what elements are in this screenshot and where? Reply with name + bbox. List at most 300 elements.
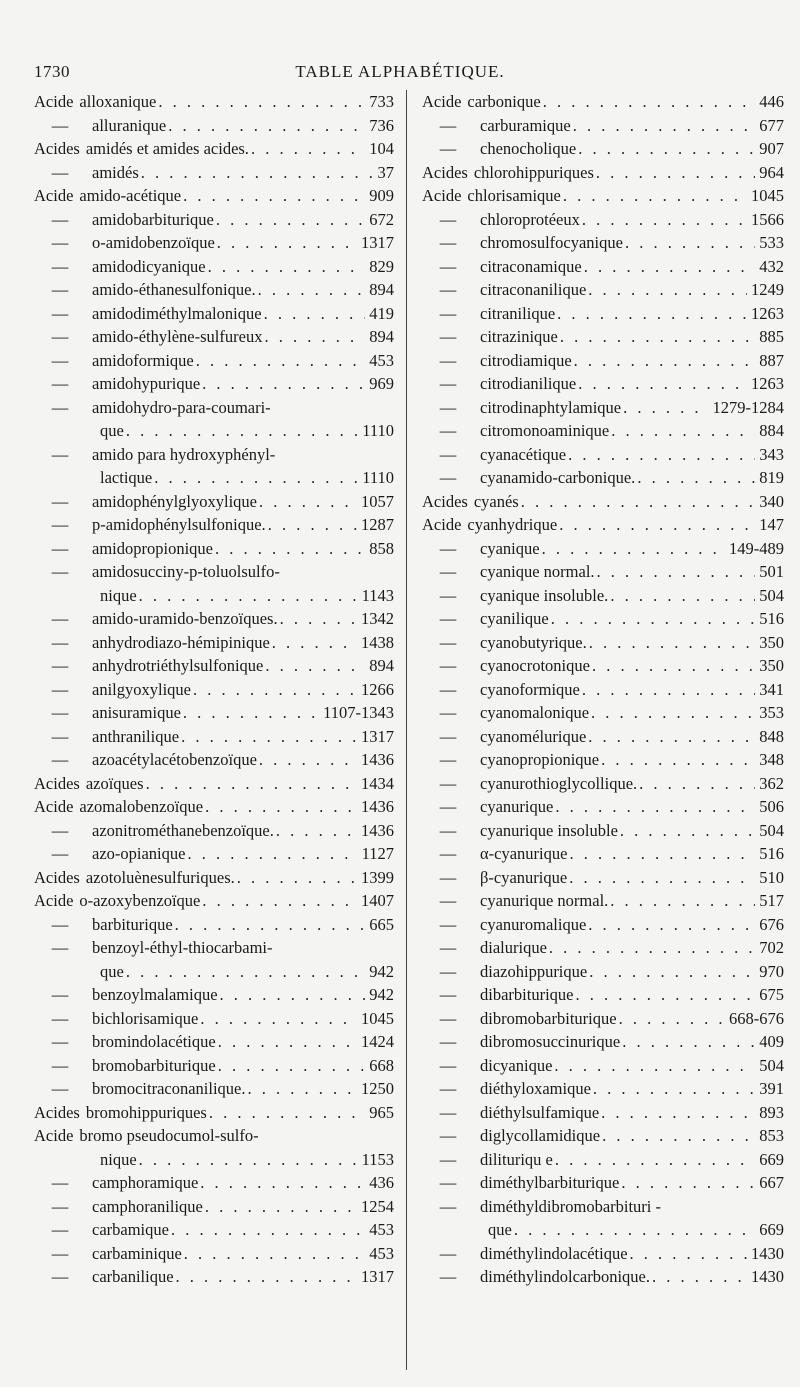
dot-leader — [206, 255, 366, 279]
entry-head: — — [439, 1267, 457, 1286]
entry-head: Acide — [34, 92, 74, 111]
dot-leader — [541, 90, 756, 114]
entry-term: diglycollamidique — [480, 1126, 601, 1145]
dot-leader — [599, 748, 755, 772]
index-entry — [34, 678, 394, 702]
index-entry — [422, 1148, 784, 1172]
index-entry — [422, 631, 784, 655]
entry-pages: 517 — [759, 891, 784, 910]
dot-leader — [512, 1218, 755, 1242]
entry-pages: 942 — [369, 961, 394, 981]
dot-leader — [278, 607, 357, 631]
index-entry — [34, 1077, 394, 1101]
entry-head: — — [439, 1008, 457, 1028]
dot-leader — [139, 161, 374, 185]
entry-head: — — [439, 1173, 457, 1192]
index-entry — [422, 1124, 784, 1148]
index-entry — [34, 419, 394, 443]
entry-pages: 675 — [759, 985, 784, 1004]
entry-term: azo-opianique — [92, 844, 186, 863]
entry-pages: 1250 — [361, 1079, 394, 1098]
entry-term: citrodiamique — [480, 350, 572, 370]
entry-head: — — [439, 891, 457, 910]
index-entry — [422, 913, 784, 937]
entry-term: bromo pseudocumol-sulfo- — [79, 1126, 259, 1145]
entry-head: — — [51, 1032, 69, 1051]
entry-pages: 1110 — [362, 421, 394, 440]
index-entry — [34, 866, 394, 890]
entry-head: — — [51, 303, 69, 323]
entry-term: amido-éthanesulfonique. — [92, 280, 256, 299]
entry-pages: 1254 — [361, 1196, 394, 1216]
entry-head: — — [51, 162, 69, 182]
entry-pages: 504 — [759, 820, 784, 840]
entry-term: cyanuromalique — [480, 914, 587, 934]
entry-term: citraconanilique — [480, 280, 587, 299]
entry-pages: 893 — [759, 1102, 784, 1122]
entry-pages: 848 — [759, 726, 784, 746]
entry-head: Acides — [34, 139, 80, 158]
entry-term: amidohypurique — [92, 374, 201, 393]
index-entry — [422, 137, 784, 161]
dot-leader — [620, 1030, 755, 1054]
column-divider — [406, 90, 407, 1370]
entry-head: Acides — [34, 1102, 80, 1122]
entry-head: — — [51, 679, 69, 699]
running-title: TABLE ALPHABÉTIQUE. — [295, 62, 505, 81]
entry-pages: 1436 — [361, 797, 394, 816]
dot-leader — [198, 1007, 357, 1031]
entry-pages: 965 — [369, 1102, 394, 1122]
dot-leader — [552, 1054, 755, 1078]
index-entry — [34, 1171, 394, 1195]
entry-pages: 894 — [369, 327, 394, 346]
entry-head: — — [51, 280, 69, 299]
dot-leader — [576, 372, 747, 396]
index-entry — [422, 443, 784, 467]
index-entry — [34, 231, 394, 255]
entry-head: — — [439, 750, 457, 769]
dot-leader — [637, 772, 755, 796]
entry-pages: 894 — [369, 656, 394, 675]
entry-head: — — [51, 985, 69, 1004]
index-entry — [422, 584, 784, 608]
index-entry — [422, 819, 784, 843]
entry-term: anhydrotriéthylsulfonique — [92, 656, 264, 675]
entry-term: bromohippuriques — [85, 1102, 207, 1122]
index-entry — [34, 842, 394, 866]
dot-leader — [553, 795, 755, 819]
entry-pages: 1436 — [361, 750, 394, 769]
entry-term: amidophénylglyoxylique — [92, 491, 257, 511]
entry-term: carburamique — [480, 115, 571, 135]
entry-head: — — [439, 303, 457, 323]
index-entry — [34, 889, 394, 913]
entry-term: cyanurothioglycollique. — [480, 773, 638, 793]
entry-pages: 669 — [759, 1220, 784, 1239]
entry-head: — — [439, 961, 457, 981]
dot-leader — [566, 443, 755, 467]
dot-leader — [594, 161, 755, 185]
entry-term: cyanomélurique — [480, 726, 587, 746]
dot-leader — [137, 1148, 358, 1172]
entry-pages: 1143 — [361, 585, 394, 605]
index-entry — [422, 936, 784, 960]
entry-term: chenocholique — [480, 139, 577, 158]
entry-head: Acide — [422, 515, 462, 534]
dot-leader — [262, 325, 365, 349]
entry-term: amidés — [92, 162, 139, 182]
entry-term: que — [100, 961, 124, 981]
entry-pages: 1107-1343 — [323, 703, 394, 722]
entry-head: — — [439, 609, 457, 628]
entry-term: bromocitraconanilique. — [92, 1079, 246, 1098]
dot-leader — [191, 678, 357, 702]
dot-leader — [179, 725, 357, 749]
index-entry — [34, 795, 394, 819]
entry-term: anilgyoxylique — [92, 679, 191, 699]
index-entry — [422, 1171, 784, 1195]
entry-head: — — [51, 444, 69, 464]
entry-pages: 1045 — [361, 1008, 394, 1028]
entry-head: — — [439, 1126, 457, 1145]
entry-pages: 669 — [759, 1149, 784, 1169]
index-entry — [34, 607, 394, 631]
index-entry — [34, 1242, 394, 1266]
index-entry — [34, 302, 394, 326]
entry-pages: 362 — [759, 773, 784, 793]
entry-pages: 147 — [759, 515, 784, 534]
entry-term: chlorohippuriques — [473, 162, 594, 182]
entry-head: — — [439, 209, 457, 229]
entry-head: — — [439, 1243, 457, 1263]
index-entry — [422, 866, 784, 890]
entry-head: — — [51, 1267, 69, 1286]
entry-head: — — [51, 350, 69, 370]
index-entry — [422, 255, 784, 279]
entry-term: cyanacétique — [480, 444, 567, 464]
entry-term: camphoramique — [92, 1173, 199, 1192]
dot-leader — [249, 137, 365, 161]
entry-pages: 340 — [759, 491, 784, 511]
entry-term: nique — [100, 585, 137, 605]
entry-term: cyanomalonique — [480, 703, 590, 722]
dot-leader — [591, 1077, 755, 1101]
entry-pages: 453 — [369, 1243, 394, 1263]
entry-pages: 1317 — [361, 1267, 394, 1286]
dot-leader — [587, 631, 755, 655]
entry-head: — — [51, 209, 69, 229]
dot-leader — [618, 819, 755, 843]
entry-term: citromonoaminique — [480, 421, 610, 440]
entry-term: carbanilique — [92, 1267, 174, 1286]
entry-head: — — [439, 703, 457, 722]
entry-term: cyanurique normal. — [480, 891, 609, 910]
entry-term: anisuramique — [92, 703, 181, 722]
entry-head: — — [51, 1008, 69, 1028]
entry-pages: 858 — [369, 538, 394, 558]
entry-term: cyanique normal. — [480, 562, 595, 581]
dot-leader — [558, 325, 755, 349]
entry-head: — — [439, 938, 457, 957]
entry-pages: 453 — [369, 1220, 394, 1239]
dot-leader — [218, 983, 366, 1007]
index-entry — [34, 1054, 394, 1078]
index-entry — [34, 255, 394, 279]
dot-leader — [266, 513, 357, 537]
entry-term: azoïques — [85, 773, 144, 793]
dot-leader — [595, 560, 756, 584]
entry-term: benzoyl-éthyl-thiocarbami- — [92, 938, 273, 957]
entry-pages: 350 — [759, 632, 784, 652]
entry-pages: 676 — [759, 914, 784, 934]
dot-leader — [213, 537, 365, 561]
entry-pages: 436 — [369, 1173, 394, 1192]
index-entry — [34, 654, 394, 678]
entry-term: amidohydro-para-coumari- — [92, 397, 271, 417]
entry-pages: 1127 — [361, 844, 394, 863]
index-entry — [34, 325, 394, 349]
entry-head: Acide — [34, 891, 74, 910]
index-entry — [34, 1124, 394, 1148]
index-entry — [34, 90, 394, 114]
entry-term: chromosulfocyanique — [480, 233, 623, 252]
entry-pages: 391 — [759, 1079, 784, 1098]
entry-pages: 677 — [759, 115, 784, 135]
index-entry — [34, 560, 394, 584]
entry-pages: 353 — [759, 703, 784, 722]
entry-term: camphoranilique — [92, 1196, 203, 1216]
index-entry — [422, 678, 784, 702]
index-entry — [34, 701, 394, 725]
entry-pages: 1263 — [751, 374, 784, 393]
entry-pages: 506 — [759, 797, 784, 816]
dot-leader — [635, 466, 755, 490]
index-entry — [422, 1218, 784, 1242]
entry-term: que — [100, 421, 124, 440]
dot-leader — [571, 114, 756, 138]
index-entry — [34, 960, 394, 984]
entry-term: cyanilique — [480, 609, 549, 628]
entry-term: o-azoxybenzoïque — [79, 891, 201, 910]
entry-pages: 533 — [759, 233, 784, 252]
dot-leader — [124, 419, 358, 443]
entry-term: amidodiméthylmalonique — [92, 303, 262, 323]
dot-leader — [599, 1101, 755, 1125]
entry-pages: 702 — [759, 938, 784, 957]
entry-pages: 516 — [759, 844, 784, 863]
entry-term: citrodinaphtylamique — [480, 397, 622, 417]
entry-pages: 1279-1284 — [712, 397, 784, 417]
entry-head: — — [51, 397, 69, 417]
entry-term: diméthyldibromobarbituri - — [480, 1196, 662, 1216]
entry-term: chloroprotéeux — [480, 209, 580, 229]
entry-pages: 668 — [369, 1055, 394, 1075]
dot-leader — [650, 1265, 747, 1289]
entry-term: bichlorisamique — [92, 1008, 199, 1028]
entry-pages: 942 — [369, 985, 394, 1004]
entry-pages: 969 — [369, 374, 394, 393]
index-entry — [422, 960, 784, 984]
dot-leader — [203, 795, 357, 819]
entry-term: amido para hydroxyphényl- — [92, 444, 276, 464]
index-entry — [34, 1101, 394, 1125]
dot-leader — [207, 1101, 365, 1125]
entry-head: — — [51, 1196, 69, 1216]
entry-head: Acides — [422, 162, 468, 182]
index-entry — [422, 772, 784, 796]
dot-leader — [200, 372, 365, 396]
entry-pages: 668-676 — [729, 1008, 784, 1028]
index-entry — [422, 466, 784, 490]
dot-leader — [628, 1242, 747, 1266]
entry-head: — — [51, 491, 69, 511]
entry-head: — — [51, 609, 69, 628]
entry-term: β-cyanurique — [480, 867, 568, 887]
entry-pages: 1430 — [751, 1243, 784, 1263]
dot-leader — [609, 419, 755, 443]
dot-leader — [580, 678, 755, 702]
dot-leader — [590, 654, 755, 678]
dot-leader — [586, 278, 747, 302]
entry-pages: 432 — [759, 256, 784, 276]
entry-pages: 853 — [759, 1126, 784, 1145]
dot-leader — [194, 349, 366, 373]
entry-head: — — [439, 820, 457, 840]
entry-pages: 343 — [759, 444, 784, 464]
entry-head: Acide — [34, 797, 74, 816]
entry-head: — — [51, 374, 69, 393]
entry-pages: 1057 — [361, 491, 394, 511]
dot-leader — [519, 490, 756, 514]
index-entry — [34, 1007, 394, 1031]
entry-head: — — [439, 1079, 457, 1098]
entry-term: azoacétylacétobenzoïque — [92, 750, 257, 769]
dot-leader — [561, 184, 747, 208]
entry-head: — — [51, 327, 69, 346]
entry-head: — — [439, 468, 457, 487]
entry-term: cyanés — [473, 491, 519, 511]
entry-head: Acides — [422, 491, 468, 511]
entry-pages: 1407 — [361, 891, 394, 910]
entry-term: barbiturique — [92, 914, 173, 934]
dot-leader — [185, 842, 357, 866]
page-number: 1730 — [34, 62, 70, 81]
entry-pages: 504 — [759, 1055, 784, 1075]
entry-head: — — [51, 233, 69, 252]
entry-pages: 419 — [369, 303, 394, 323]
index-entry — [422, 278, 784, 302]
entry-term: amidosucciny-p-toluolsulfo- — [92, 562, 280, 581]
entry-head: Acide — [34, 186, 74, 205]
index-entry — [34, 1030, 394, 1054]
index-entry — [422, 513, 784, 537]
index-entry — [422, 325, 784, 349]
index-entry — [422, 349, 784, 373]
entry-term: anthranilique — [92, 726, 180, 746]
entry-pages: 733 — [369, 92, 394, 111]
entry-head: — — [439, 350, 457, 370]
entry-term: bromindolacétique — [92, 1032, 216, 1051]
entry-head: — — [51, 538, 69, 558]
dot-leader — [586, 913, 755, 937]
index-entry — [34, 349, 394, 373]
entry-head: — — [439, 867, 457, 887]
index-entry — [422, 490, 784, 514]
entry-term: alluranique — [92, 115, 167, 135]
entry-head: — — [51, 1220, 69, 1239]
entry-head: — — [51, 515, 69, 534]
entry-term: cyanurique — [480, 797, 554, 816]
entry-term: lactique — [100, 468, 153, 487]
entry-pages: 1266 — [361, 679, 394, 699]
dot-leader — [567, 842, 755, 866]
entry-pages: 1436 — [361, 820, 394, 840]
entry-term: citranilique — [480, 303, 556, 323]
entry-head: — — [51, 1055, 69, 1075]
dot-leader — [621, 396, 708, 420]
dot-leader — [215, 231, 357, 255]
index-entry — [34, 513, 394, 537]
entry-head: — — [439, 1032, 457, 1051]
entry-term: amido-uramido-benzoïques. — [92, 609, 278, 628]
dot-leader — [156, 90, 365, 114]
entry-term: diéthylsulfamique — [480, 1102, 600, 1122]
dot-leader — [270, 631, 357, 655]
index-entry — [34, 137, 394, 161]
entry-term: amidés et amides acides. — [85, 139, 249, 158]
entry-term: cyanique — [480, 538, 540, 558]
entry-pages: 894 — [369, 280, 394, 299]
entry-pages: 819 — [759, 468, 784, 487]
dot-leader — [235, 866, 357, 890]
entry-head: — — [439, 562, 457, 581]
entry-pages: 907 — [759, 139, 784, 158]
entry-term: alloxanique — [79, 92, 157, 111]
entry-pages: 1424 — [361, 1032, 394, 1051]
entry-pages: 1263 — [751, 303, 784, 323]
entry-term: dibarbiturique — [480, 985, 574, 1004]
entry-pages: 1399 — [361, 867, 394, 887]
index-entry — [422, 889, 784, 913]
dot-leader — [274, 819, 357, 843]
entry-term: dilituriqu e — [480, 1149, 553, 1169]
index-entry — [422, 302, 784, 326]
index-entry — [422, 1054, 784, 1078]
dot-leader — [623, 231, 755, 255]
entry-term: amido-éthylène-sulfureux — [92, 327, 263, 346]
entry-pages: 501 — [759, 562, 784, 581]
entry-term: azotoluènesulfuriques. — [85, 867, 235, 887]
entry-pages: 887 — [759, 350, 784, 370]
entry-pages: 516 — [759, 609, 784, 628]
index-entry — [422, 1265, 784, 1289]
index-entry — [34, 1148, 394, 1172]
index-entry — [34, 1195, 394, 1219]
entry-pages: 350 — [759, 656, 784, 675]
dot-leader — [144, 772, 357, 796]
entry-term: p-amidophénylsulfonique. — [92, 515, 266, 534]
entry-pages: 446 — [759, 92, 784, 111]
dot-leader — [198, 1171, 365, 1195]
entry-term: dialurique — [480, 938, 547, 957]
index-entry — [422, 654, 784, 678]
index-entry — [34, 631, 394, 655]
entry-term: amido-acétique — [79, 186, 182, 205]
entry-pages: 1430 — [751, 1267, 784, 1286]
entry-head: — — [439, 280, 457, 299]
entry-pages: 1434 — [361, 773, 394, 793]
